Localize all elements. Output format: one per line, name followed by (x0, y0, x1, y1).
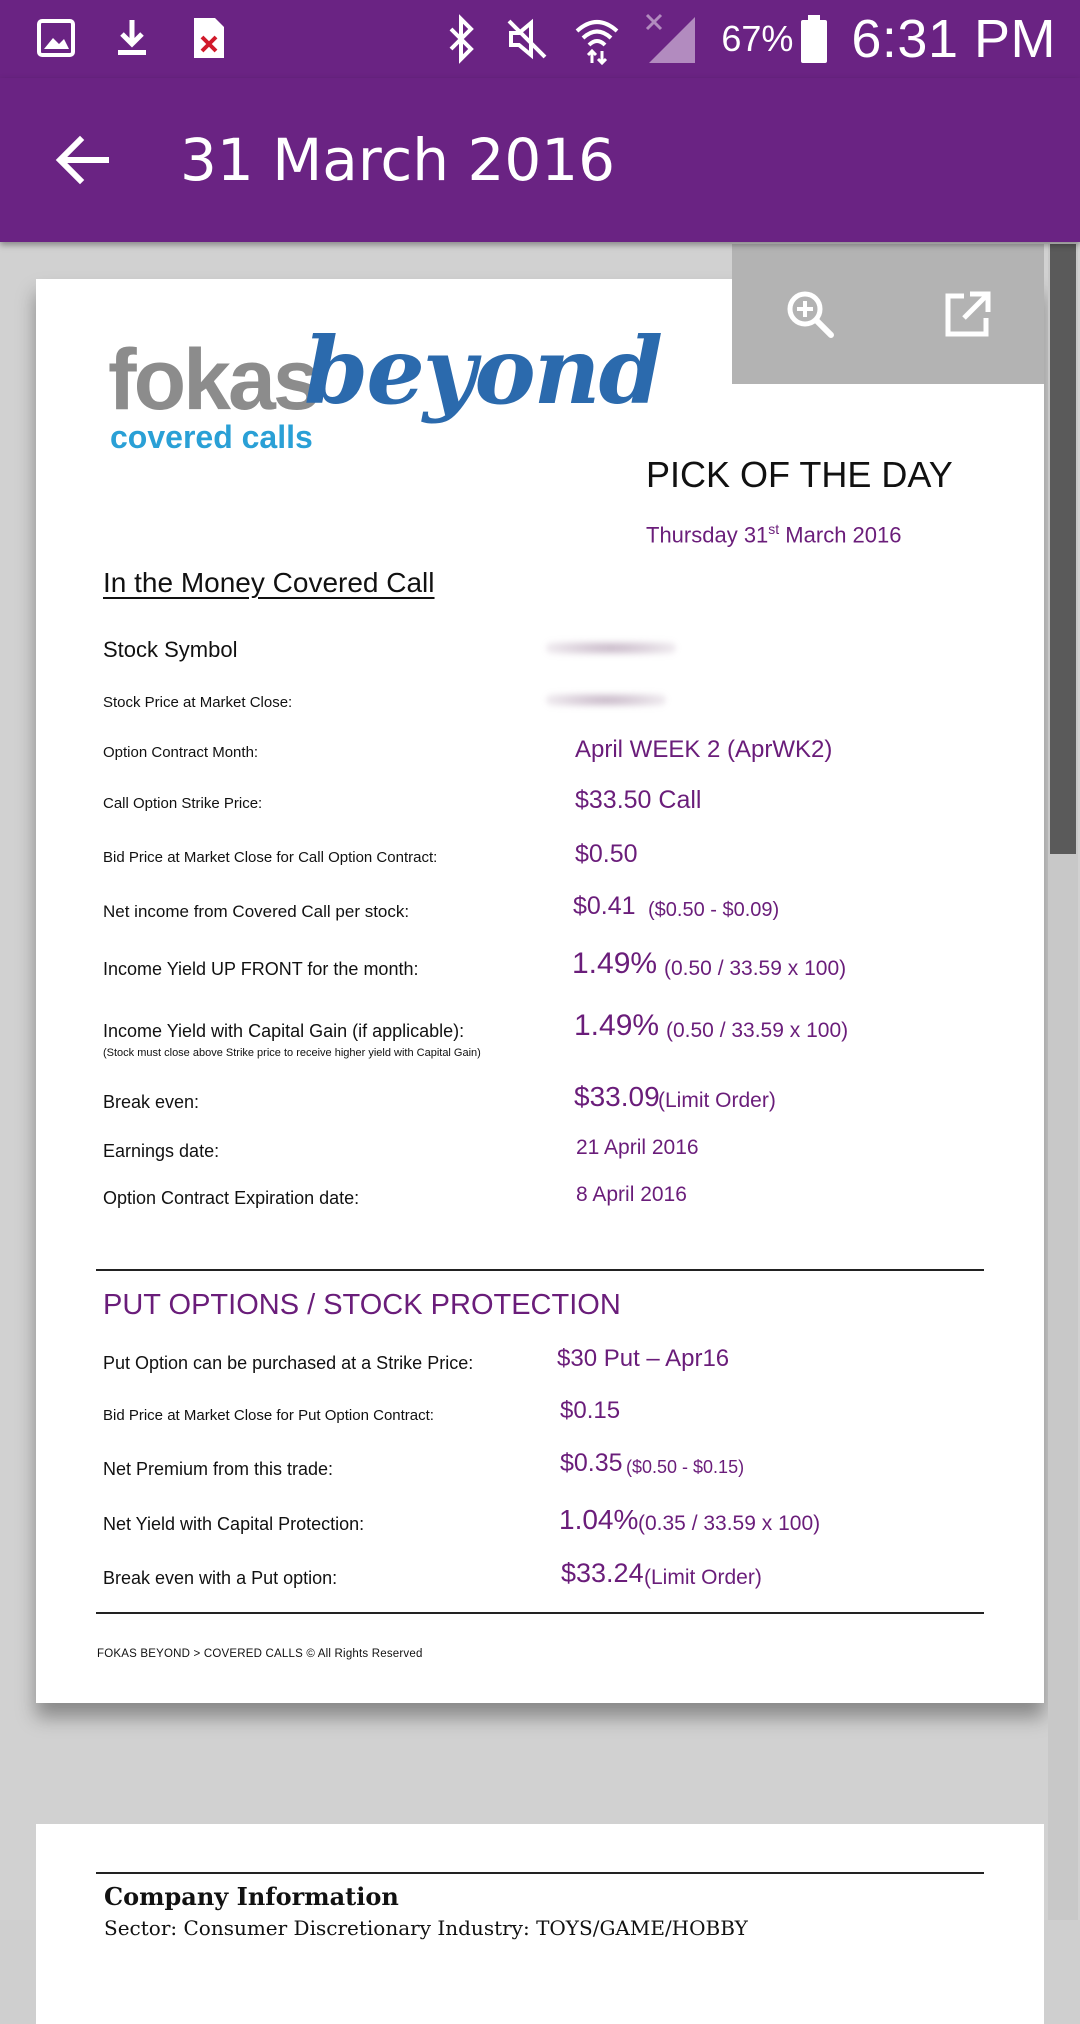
redacted-symbol (546, 641, 676, 655)
label-stock-symbol: Stock Symbol (103, 637, 238, 662)
value-put-break-even: $33.24 (561, 1558, 644, 1588)
value-contract-month: April WEEK 2 (AprWK2) (575, 736, 833, 763)
logo-tagline: covered calls (110, 419, 313, 455)
document-title: 31 March 2016 (180, 126, 616, 194)
status-bar (0, 0, 1080, 78)
value-put-yield: 1.04% (559, 1504, 639, 1535)
label-put-yield: Net Yield with Capital Protection: (103, 1514, 365, 1534)
calc-put-premium: ($0.50 - $0.15) (626, 1457, 745, 1477)
pick-title: PICK OF THE DAY (646, 454, 953, 495)
label-put-premium: Net Premium from this trade: (103, 1459, 334, 1479)
zoom-in-icon[interactable] (784, 288, 836, 340)
put-section-title: PUT OPTIONS / STOCK PROTECTION (103, 1289, 621, 1321)
company-info-sub: Sector: Consumer Discretionary Industry: TOYS/GAME/HOBBY (104, 1916, 748, 1940)
back-arrow-icon[interactable] (50, 128, 114, 192)
logo-beyond: beyond (304, 317, 661, 425)
file-error-icon (188, 16, 228, 60)
value-put-premium: $0.35 (560, 1449, 623, 1477)
label-put-bid: Bid Price at Market Close for Put Option Contract: (103, 1407, 434, 1424)
section-title: In the Money Covered Call (103, 567, 435, 598)
label-net-income: Net income from Covered Call per stock: (103, 902, 410, 921)
battery-icon (799, 13, 829, 65)
download-icon (112, 16, 152, 60)
logo-fokas: fokas (108, 332, 318, 428)
calc-yield-capgain: (0.50 / 33.59 x 100) (666, 1019, 849, 1042)
divider (96, 1872, 984, 1874)
note-break-even: (Limit Order) (658, 1089, 776, 1112)
value-yield-upfront: 1.49% (572, 947, 658, 980)
value-expiration: 8 April 2016 (576, 1183, 687, 1206)
value-put-strike: $30 Put – Apr16 (557, 1345, 730, 1372)
label-earnings: Earnings date: (103, 1141, 220, 1161)
note-put-break-even: (Limit Order) (644, 1566, 762, 1589)
calc-put-yield: (0.35 / 33.59 x 100) (638, 1512, 821, 1535)
viewer-controls (732, 244, 1044, 384)
open-external-icon[interactable] (942, 288, 994, 340)
label-bid: Bid Price at Market Close for Call Option Contract: (103, 849, 438, 866)
bluetooth-icon (441, 15, 481, 63)
battery-percent: 67% (721, 18, 794, 59)
label-yield-capgain: Income Yield with Capital Gain (if applicable): (103, 1021, 465, 1041)
pick-date: Thursday 31st March 2016 (646, 521, 902, 548)
calc-net-income: ($0.50 - $0.09) (648, 899, 780, 921)
signal-icon (643, 11, 699, 67)
value-put-bid: $0.15 (560, 1397, 621, 1424)
value-break-even: $33.09 (574, 1081, 660, 1112)
scrollbar[interactable] (1048, 244, 1078, 1920)
label-stock-price: Stock Price at Market Close: (103, 694, 293, 711)
value-strike: $33.50 Call (575, 786, 702, 814)
mute-icon (503, 15, 551, 63)
note-yield-capgain: (Stock must close above Strike price to receive higher yield with Capital Gain) (103, 1047, 481, 1059)
redacted-price (546, 693, 666, 707)
pdf-page-2 (36, 1824, 1044, 2024)
divider (96, 1269, 984, 1271)
fokas-beyond-logo (108, 317, 661, 461)
value-bid: $0.50 (575, 840, 638, 868)
label-break-even: Break even: (103, 1092, 200, 1112)
label-put-break-even: Break even with a Put option: (103, 1568, 338, 1588)
value-net-income: $0.41 (573, 892, 636, 920)
app-toolbar (0, 78, 1080, 242)
image-icon (36, 16, 76, 60)
label-contract-month: Option Contract Month: (103, 744, 259, 761)
page-footer: FOKAS BEYOND > COVERED CALLS © All Rights Reserved (97, 1648, 423, 1660)
company-info-title: Company Information (104, 1882, 399, 1911)
system-status (441, 8, 1056, 70)
notification-icons (36, 16, 228, 60)
label-yield-upfront: Income Yield UP FRONT for the month: (103, 959, 419, 979)
label-put-strike: Put Option can be purchased at a Strike Price: (103, 1353, 474, 1373)
calc-yield-upfront: (0.50 / 33.59 x 100) (664, 957, 847, 980)
label-expiration: Option Contract Expiration date: (103, 1188, 360, 1208)
value-yield-capgain: 1.49% (574, 1009, 660, 1042)
label-strike: Call Option Strike Price: (103, 795, 263, 812)
wifi-icon (573, 13, 621, 65)
divider (96, 1612, 984, 1614)
scrollbar-thumb[interactable] (1050, 244, 1076, 854)
pdf-page (36, 279, 1044, 1703)
clock: 6:31 PM (851, 9, 1056, 69)
value-earnings: 21 April 2016 (576, 1136, 699, 1159)
